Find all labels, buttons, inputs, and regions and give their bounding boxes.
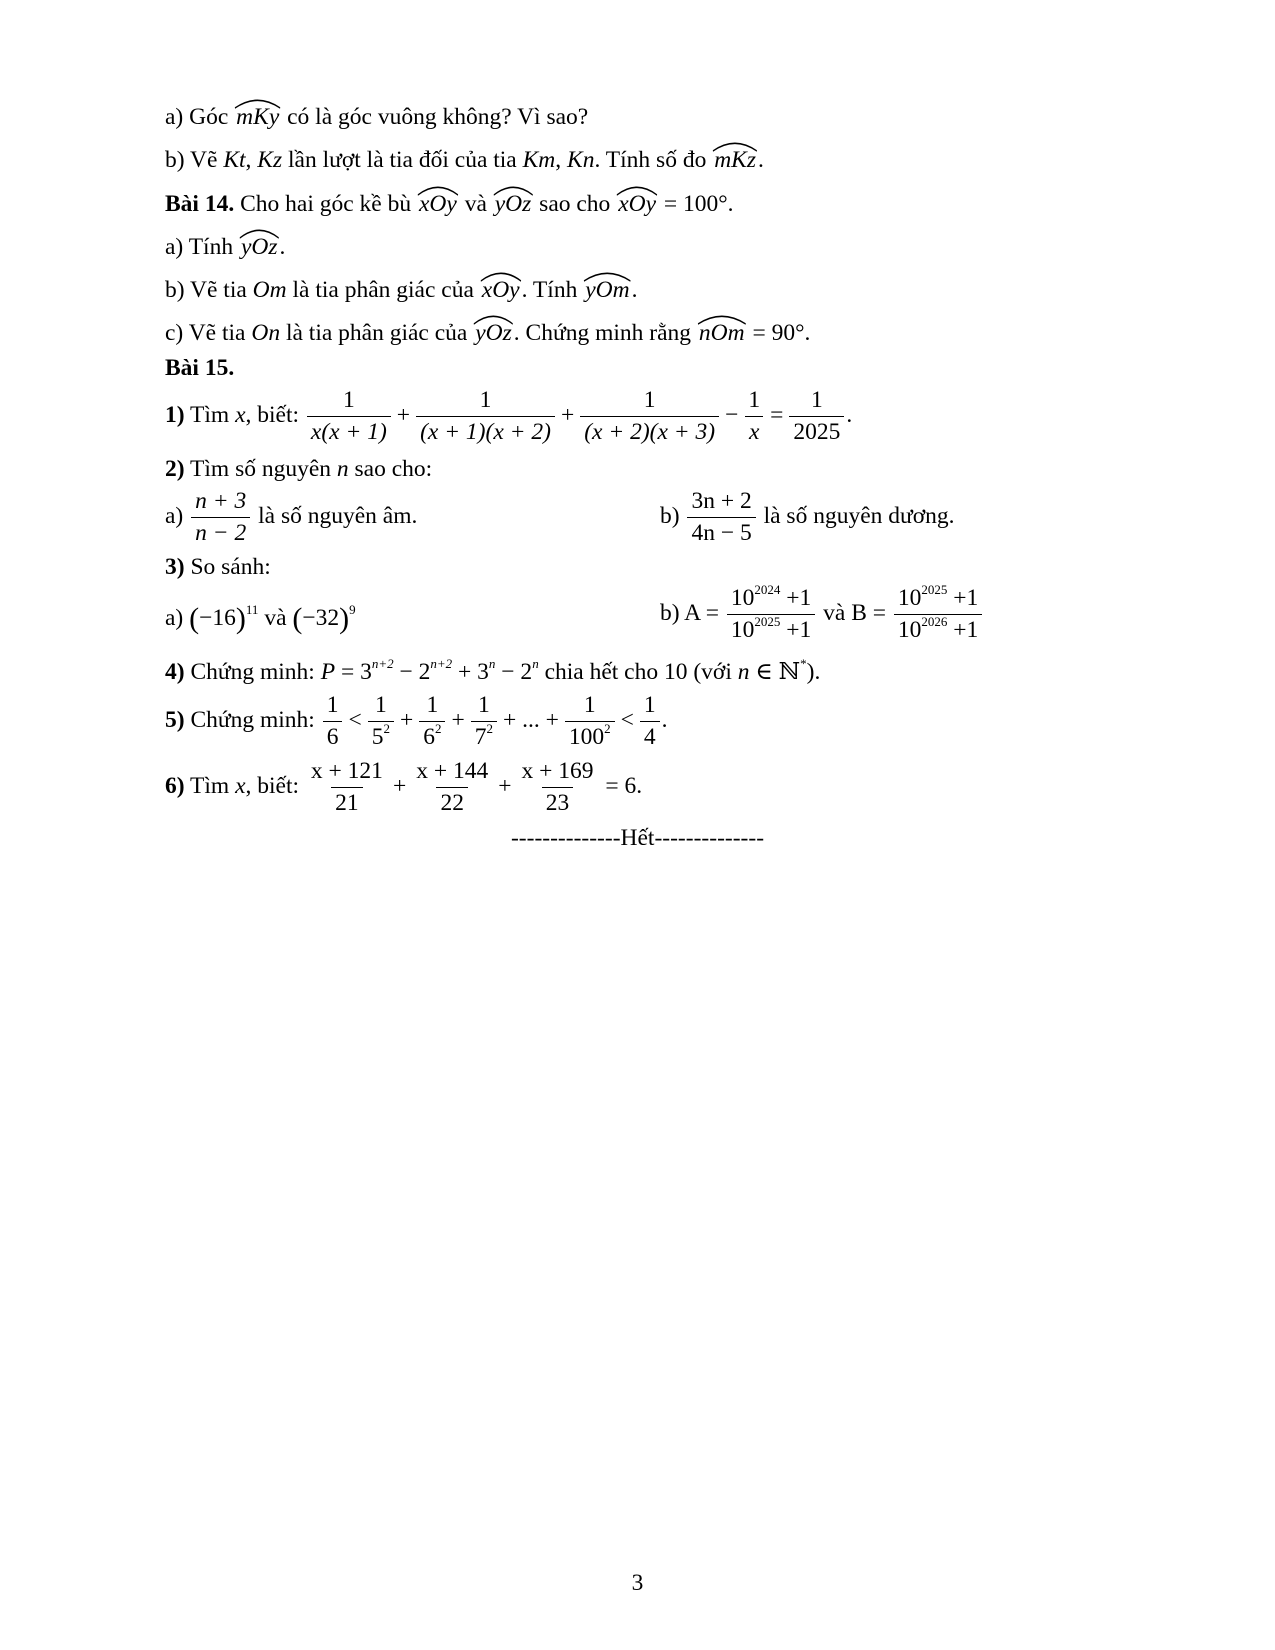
b15-p3-b: b) A = $\frac{10^{2024} +1}{10^{2025} +1}$ và B = $\frac{10^{2025} +1}{10^{2026} +1}$ <box>660 587 984 642</box>
b15-p3: 3) So sánh: <box>165 554 271 580</box>
text: có là góc vuông không? Vì sao? <box>287 104 589 130</box>
b14-c: c) Vẽ tia On là tia phân giác của yOz. Chứng minh rằng nOm = 90°. <box>165 322 810 346</box>
q13-line-a <box>165 106 588 130</box>
angle-mKy: mKy <box>234 106 281 130</box>
b15-p2-a: a) $\frac{n + 3}{n - 2}$ là số nguyên âm. <box>165 488 418 546</box>
b15-p1: 1) Tìm x, biết: $\frac{1}{x(x + 1)}$ + $\frac{1}{(x + 1)(x + 2)}$ + $\frac{1}{(x + 2)(x + 3)}$ − $\frac{1}{x}$ = $\frac{1}{2025}$ . <box>165 387 853 445</box>
b14-intro: Bài 14. Cho hai góc kề bù xOy và yOz sao cho xOy = 100°. <box>165 193 734 217</box>
page-number: 3 <box>631 1570 644 1596</box>
end-marker: --------------Hết-------------- <box>510 825 765 851</box>
b15-label: Bài 15. <box>165 355 235 381</box>
b15-p5: 5) Chứng minh: $\frac{1}{6}$ < $\frac{1}{5^2}$ + $\frac{1}{6^2}$ + $\frac{1}{7^2}$ + ... + $\frac{1}{100^2}$ < $\frac{1}{4}$ . <box>165 692 668 750</box>
b15-label-line <box>165 357 234 381</box>
b14-b: b) Vẽ tia Om là tia phân giác của xOy. Tính yOm. <box>165 279 637 303</box>
b15-p3-a: a) $(-16)^{11}$ và $(-32)^9$ <box>165 602 356 635</box>
b15-p2: 2) Tìm số nguyên n sao cho: <box>165 456 433 482</box>
text: a) Góc <box>165 104 229 130</box>
b14-a: a) Tính yOz. <box>165 236 285 260</box>
b15-p4: 4) Chứng minh: $P = 3^{n+2} - 2^{n+2} + 3^n - 2^n$ chia hết cho 10 (với n ∈ ℕ*). <box>165 656 821 685</box>
b15-p6: 6) Tìm x, biết: $\frac{x + 121}{21}$ + $\frac{x + 144}{22}$ + $\frac{x + 169}{23}$ = 6. <box>165 758 643 816</box>
angle-mKz: mKz <box>712 149 758 173</box>
b14-label: Bài 14. <box>165 191 235 217</box>
b15-p2-b: b) $\frac{3n + 2}{4n - 5}$ là số nguyên dương. <box>660 488 955 546</box>
q13-line-b: b) Vẽ Kt, Kz lần lượt là tia đối của tia Km, Kn. Tính số đo mKz. <box>165 149 764 173</box>
